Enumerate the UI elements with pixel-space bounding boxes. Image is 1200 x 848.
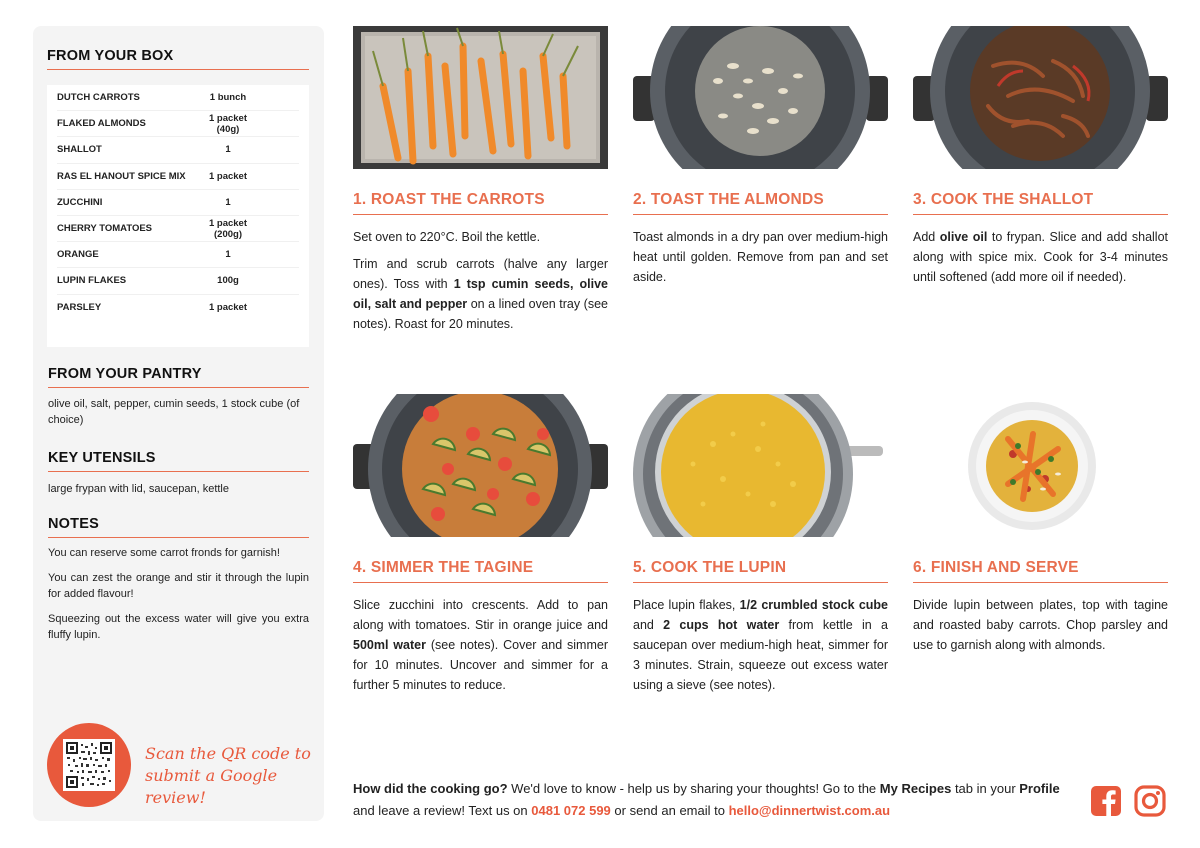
footer-text: and leave a review! Text us on: [353, 803, 532, 818]
ingredient-name: RAS EL HANOUT SPICE MIX: [57, 170, 186, 182]
notes-list: [48, 545, 309, 652]
step-4: [353, 394, 608, 702]
ingredient-row: [57, 85, 299, 111]
step-6: [913, 394, 1168, 662]
review-footer: [353, 778, 1073, 822]
step-paragraph: Trim and scrub carrots (halve any larger ones). Toss with 1 tsp cumin seeds, olive oil, salt and pepper on a lined oven tray (see notes). Roast for 20 minutes.: [353, 257, 608, 331]
step-5-photo: [633, 394, 888, 537]
from-your-pantry-title: FROM YOUR PANTRY: [48, 366, 309, 388]
key-utensils-title: KEY UTENSILS: [48, 450, 309, 472]
step-1-photo: [353, 26, 608, 169]
step-3-photo: [913, 26, 1168, 169]
qr-caption-line: submit a Google review!: [145, 766, 278, 807]
ingredient-qty: 1 packet (40g): [208, 112, 248, 135]
step-6-text: [913, 595, 1168, 655]
step-paragraph: Slice zucchini into crescents. Add to pan along with tomatoes. Stir in orange juice and 500ml water (see notes). Cover and simmer for 10 minutes. Uncover and simmer for a further 5 minutes to reduce.: [353, 598, 608, 692]
footer-question: How did the cooking go?: [353, 781, 508, 796]
note-item: Squeezing out the excess water will give you extra fluffy lupin.: [48, 612, 309, 641]
step-2-text: [633, 227, 888, 287]
ingredient-name: LUPIN FLAKES: [57, 275, 127, 287]
step-6-photo: [913, 394, 1168, 537]
step-2-title: 2. TOAST THE ALMONDS: [633, 191, 888, 215]
step-4-text: [353, 595, 608, 695]
ingredient-qty: 1: [225, 144, 231, 156]
ingredient-qty: 100g: [217, 275, 239, 287]
ingredient-row: [57, 111, 299, 137]
footer-text: or send an email to: [610, 803, 729, 818]
ingredient-row: [57, 137, 299, 163]
step-paragraph: Divide lupin between plates, top with tagine and roasted baby carrots. Chop parsley and use to garnish along with almonds.: [913, 598, 1168, 652]
qr-code-icon[interactable]: [63, 739, 115, 791]
step-2-photo: [633, 26, 888, 169]
utensils-text: large frypan with lid, saucepan, kettle: [48, 483, 229, 495]
ingredient-qty: 1 bunch: [209, 92, 247, 104]
step-4-title: 4. SIMMER THE TAGINE: [353, 559, 608, 583]
ingredient-qty: 1: [225, 249, 231, 261]
ingredient-row: [57, 295, 299, 321]
step-6-title: 6. FINISH AND SERVE: [913, 559, 1168, 583]
qr-badge: [47, 723, 131, 807]
ingredient-qty: 1 packet: [208, 302, 248, 314]
step-1: [353, 26, 608, 341]
ingredient-name: FLAKED ALMONDS: [57, 118, 146, 130]
from-your-box-title: FROM YOUR BOX: [47, 48, 309, 70]
ingredient-row: [57, 268, 299, 294]
step-5-title: 5. COOK THE LUPIN: [633, 559, 888, 583]
step-1-text: [353, 227, 608, 334]
ingredient-qty: 1 packet (200g): [208, 217, 248, 240]
ingredient-name: SHALLOT: [57, 144, 102, 156]
my-recipes-link[interactable]: My Recipes: [879, 781, 952, 796]
ingredient-name: ORANGE: [57, 249, 99, 261]
ingredient-row: [57, 190, 299, 216]
facebook-icon[interactable]: [1090, 785, 1122, 817]
email-link[interactable]: hello@dinnertwist.com.au: [728, 803, 891, 818]
step-5: [633, 394, 888, 702]
step-paragraph: Set oven to 220°C. Boil the kettle.: [353, 230, 541, 244]
ingredient-name: DUTCH CARROTS: [57, 92, 140, 104]
step-3: [913, 26, 1168, 294]
step-5-text: [633, 595, 888, 695]
step-3-text: [913, 227, 1168, 287]
footer-text: tab in your: [951, 781, 1020, 796]
qr-caption: [145, 743, 315, 809]
step-paragraph: Toast almonds in a dry pan over medium-high heat until golden. Remove from pan and set aside.: [633, 230, 888, 284]
step-4-photo: [353, 394, 608, 537]
step-3-title: 3. COOK THE SHALLOT: [913, 191, 1168, 215]
step-1-title: 1. ROAST THE CARROTS: [353, 191, 608, 215]
ingredient-name: PARSLEY: [57, 302, 102, 314]
ingredient-row: [57, 216, 299, 242]
ingredients-table: [47, 85, 309, 347]
pantry-text: olive oil, salt, pepper, cumin seeds, 1 stock cube (of choice): [48, 398, 300, 426]
step-paragraph: Place lupin flakes, 1/2 crumbled stock cube and 2 cups hot water from kettle in a saucepan over medium-high heat, simmer for 3 minutes. Strain, squeeze out excess water using a sieve (see notes).: [633, 598, 888, 692]
ingredient-qty: 1 packet: [208, 170, 248, 182]
instagram-icon[interactable]: [1134, 785, 1166, 817]
ingredient-name: CHERRY TOMATOES: [57, 223, 153, 235]
note-item: You can reserve some carrot fronds for garnish!: [48, 547, 280, 559]
footer-text: We'd love to know - help us by sharing your thoughts! Go to the: [507, 781, 880, 796]
step-2: [633, 26, 888, 294]
note-item: You can zest the orange and stir it through the lupin for added flavour!: [48, 571, 309, 600]
ingredient-row: [57, 164, 299, 190]
ingredients-sidebar: [33, 26, 324, 821]
ingredient-name: ZUCCHINI: [57, 196, 103, 208]
ingredient-row: [57, 242, 299, 268]
notes-title: NOTES: [48, 516, 309, 538]
ingredient-qty: 1: [225, 196, 231, 208]
qr-caption-line: Scan the QR code to: [145, 744, 311, 763]
step-paragraph: Add olive oil to frypan. Slice and add shallot along with spice mix. Cook for 3-4 minutes until softened (add more oil if needed).: [913, 230, 1169, 284]
profile-link[interactable]: Profile: [1019, 781, 1060, 796]
phone-link[interactable]: 0481 072 599: [531, 803, 611, 818]
